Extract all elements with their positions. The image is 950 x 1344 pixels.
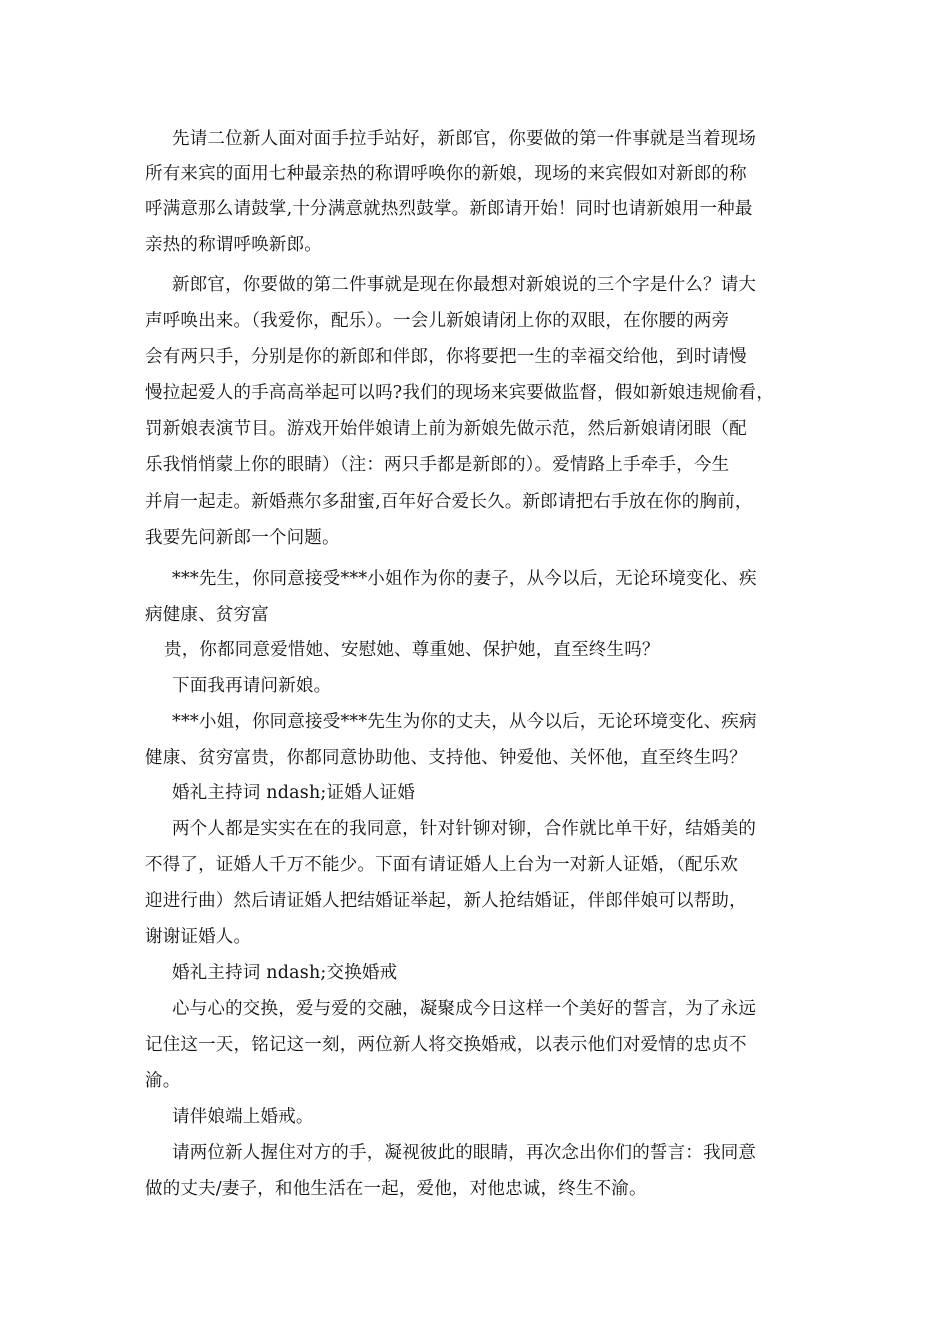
text-line: 乐我悄悄蒙上你的眼睛）（注：两只手都是新郎的）。爱情路上手牵手，今生	[145, 455, 730, 475]
text-line: 贵，你都同意爱惜她、安慰她、尊重她、保护她，直至终生吗？	[164, 640, 660, 660]
text-line: 心与心的交换，爱与爱的交融，凝聚成今日这样一个美好的誓言，为了永远	[172, 999, 757, 1019]
text-line: 下面我再请问新娘。	[172, 676, 332, 696]
text-line: 两个人都是实实在在的我同意，针对针铆对铆，合作就比单干好，结婚美的	[172, 819, 757, 839]
text-line: 慢拉起爱人的手高高举起可以吗?我们的现场来宾要做监督，假如新娘违规偷看，	[145, 383, 775, 403]
text-line: 先请二位新人面对面手拉手站好，新郎官，你要做的第一件事就是当着现场	[172, 129, 757, 149]
text-line: 请伴娘端上婚戒。	[172, 1107, 314, 1127]
text-line: 我要先问新郎一个问题。	[145, 528, 340, 548]
text-line: 并肩一起走。新婚燕尔多甜蜜,百年好合爱长久。新郎请把右手放在你的胸前，	[145, 492, 753, 512]
section-heading: 婚礼主持词 ndash;交换婚戒	[172, 963, 398, 983]
text-line: ***先生，你同意接受***小姐作为你的妻子，从今以后，无论环境变化、疾	[172, 569, 757, 589]
text-line: 不得了，证婚人千万不能少。下面有请证婚人上台为一对新人证婚，（配乐欢	[145, 855, 739, 875]
text-line: ***小姐，你同意接受***先生为你的丈夫，从今以后，无论环境变化、疾病	[172, 712, 757, 732]
text-line: 呼满意那么请鼓掌,十分满意就热烈鼓掌。新郎请开始！同时也请新娘用一种最	[145, 199, 753, 219]
text-line: 亲热的称谓呼唤新郎。	[145, 235, 322, 255]
section-heading: 婚礼主持词 ndash;证婚人证婚	[172, 783, 416, 803]
text-line: 病健康、贫穷富	[145, 605, 269, 625]
text-line: 罚新娘表演节目。游戏开始伴娘请上前为新娘先做示范，然后新娘请闭眼（配	[145, 419, 747, 439]
text-line: 做的丈夫/妻子，和他生活在一起，爱他，对他忠诚，终生不渝。	[145, 1179, 647, 1199]
text-line: 声呼唤出来。（我爱你，配乐）。一会儿新娘请闭上你的双眼，在你腰的两旁	[145, 311, 730, 331]
text-line: 请两位新人握住对方的手，凝视彼此的眼睛，再次念出你们的誓言：我同意	[172, 1143, 757, 1163]
text-line: 渝。	[145, 1071, 181, 1091]
text-line: 新郎官，你要做的第二件事就是现在你最想对新娘说的三个字是什么？请大	[172, 275, 757, 295]
text-line: 健康、贫穷富贵，你都同意协助他、支持他、钟爱他、关怀他，直至终生吗？	[145, 748, 747, 768]
text-line: 谢谢证婚人。	[145, 927, 252, 947]
text-line: 会有两只手，分别是你的新郎和伴郎，你将要把一生的幸福交给他，到时请慢	[145, 347, 747, 367]
text-line: 记住这一天，铭记这一刻，两位新人将交换婚戒，以表示他们对爱情的忠贞不	[145, 1035, 747, 1055]
text-line: 所有来宾的面用七种最亲热的称谓呼唤你的新娘，现场的来宾假如对新郎的称	[145, 164, 747, 184]
text-line: 迎进行曲）然后请证婚人把结婚证举起，新人抢结婚证，伴郎伴娘可以帮助，	[145, 891, 747, 911]
